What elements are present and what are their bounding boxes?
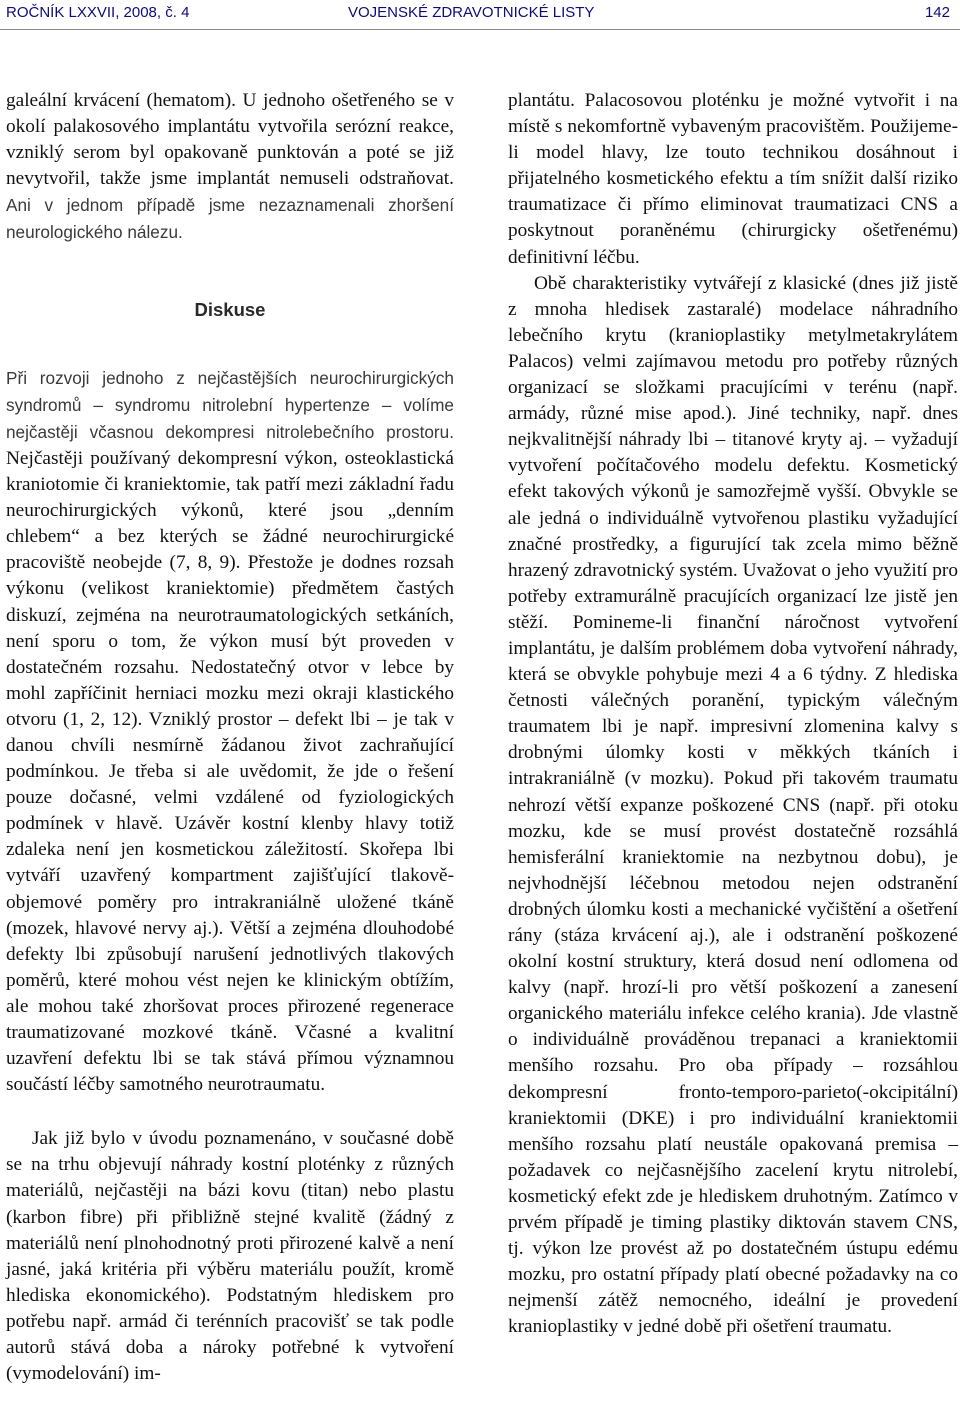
text-discussion: Nejčastěji používaný dekompresní výkon, osteoklastická kraniotomie či kraniektomie, tak patří mezi základní řadu neurochirurgických výkonů, které jsou „denním chlebem“ a bez kterých se žádné neurochirurgické pracoviště neobejde (7, 8, 9). Přestože je dodnes rozsah výkonu (velikost kraniektomie) předmětem častých diskuzí, zejména na neurotraumatologických setkáních, není sporu o tom, že výkon musí být proveden v dostatečném rozsahu. Nedostatečný otvor v lebce by mohl zapříčinit herniaci mozku mezi okraji klastického otvoru (1, 2, 12). Vzniklý prostor – defekt lbi – je tak v danou chvíli nesmírně žádanou život zachraňující podmínkou. Je třeba si ale uvědomit, že jde o řešení pouze dočasné, velmi vzdálené od fyziologických podmínek v hlavě. Uzávěr kostní klenby hlavy totiž zdaleka není jen kosmetickou záležitostí. Skořepa lbi vytváří uzavřený kompartment zajišťující tlakově-objemové poměry pro intrakraniálně uložené tkáně (mozek, hlavové nervy aj.). Větší a zejména dlouhodobé defekty lbi způsobují narušení jednotlivých tlakových poměrů, které mohou vést nejen ke klinickým obtížím, ale mohou také zhoršovat proces přirozené regenerace traumatizované mozkové tkáně. Včasné a kvalitní uzavření defektu lbi se tak stává přímou významnou součástí léčby samotného neurotraumatu. bbox=[6, 447, 454, 1096]
paragraph-right-1: plantátu. Palacosovou ploténku je možné vytvořit i na místě s nekomfortně vybaveným pracovištěm. Použijeme-li model hlavy, lze touto technikou dosáhnout i přijatelného kosmetického efektu a tím snížit další riziko traumatizace či přímo eliminovat traumatizaci CNS a poskytnout poraněnému (chirurgicky ošetřenému) definitivní léčbu. bbox=[508, 90, 958, 268]
paragraph-results-end bbox=[6, 88, 454, 247]
journal-title: VOJENSKÉ ZDRAVOTNICKÉ LISTY bbox=[348, 4, 595, 21]
journal-volume: ROČNÍK LXXVII, 2008, č. 4 bbox=[6, 4, 190, 21]
left-column bbox=[6, 88, 454, 1387]
page-number: 142 bbox=[924, 4, 950, 21]
running-header bbox=[0, 0, 960, 30]
paragraph-discussion-2: Jak již bylo v úvodu poznamenáno, v současné době se na trhu objevují náhrady kostní ploténky z různých materiálů, nejčastěji na bázi kovu (titan) nebo plastu (karbon fibre) při přibližně stejné kvalitě (žádný z materiálů není plnohodnotný proti přirozené kalvě a není jasné, jaká kritéria při výběru materiálu použít, kromě hlediska ekonomického). Podstatným hlediskem pro potřebu např. armád či terénních pracovišť se tak podle autorů stává doba a nároky potřebné k vytvoření (vymodelování) im- bbox=[6, 1128, 454, 1385]
header-divider bbox=[0, 29, 960, 30]
text-discussion-sans: Při rozvoji jednoho z nejčastějších neurochirurgických syndromů – syndromu nitrolební hypertenze – volíme nejčastěji včasnou dekompresi nitrolebečního prostoru. bbox=[6, 367, 454, 442]
paragraph-gap bbox=[6, 1098, 454, 1126]
text-results-sans: Ani v jednom případě jsme nezaznamenali zhoršení neurologického nálezu. bbox=[6, 195, 454, 243]
paragraph-right-2: Obě charakteristiky vytvářejí z klasické (dnes již jistě z mnoha hledisek zastaralé) modelace náhradního lebečního krytu (kranioplastiky metylmetakrylátem Palacos) velmi zajímavou metodu pro potřeby různých organizací se složkami pracujícími v terénu (např. armády, různé mise apod.). Jiné techniky, např. dnes nejkvalitnější náhrady lbi – titanové kryty aj. – vyžadují vytvoření počítačového modelu defektu. Kosmetický efekt takových výkonů je samozřejmě vyšší. Obvykle se ale jedná o individuálně vytvořenou plastiku vyžadující značné prostředky, a figurující tak zcela mimo běžně hrazený zdravotnický systém. Uvažovat o jeho využití pro potřeby extramurálně pracujících organizací lze jistě jen stěží. Pomineme-li finanční náročnost vytvoření implantátu, je dalším problémem doba vytvoření náhrady, která se obvykle pohybuje mezi 4 a 6 týdny. Z hlediska četnosti válečných poranění, typickým válečným traumatem lbi je např. impresivní zlomenina kalvy s drobnými úlomky kosti v měkkých tkáních i intrakraniálně (v mozku). Pokud při takovém traumatu nehrozí větší expanze poškozené CNS (např. při otoku mozku, kde se musí provést dostatečně rozsáhlá hemisferální kraniektomie na nezbytnou dobu), je nejvhodnější léčebnou metodou nejen odstranění drobných úlomku kosti a mechanické vyčištění a ošetření rány (stáza krvácení aj.), ale i odstranění poškozené okolní kostní struktury, která dosud není odlomena od kalvy (např. hrozí-li pro větší poškození a zanesení organického materiálu infekce celého krania). Jde vlastně o individuálně prováděnou trepanaci a kraniektomii menšího rozsahu. Pro oba případy – rozsáhlou dekompresní fronto-temporo-parieto(-okcipitální) kraniektomii (DKE) i pro individuální kraniektomii menšího rozsahu platí neustále opakovaná premisa – požadavek co nejčasnějšího zacelení krytu nitrolebí, kosmetický efekt zde je hlediskem druhotným. Zatímco v prvém případě je timing plastiky diktován stavem CNS, tj. výkon lze provést až po dostatečném ústupu edému mozku, pro ostatní případy platí obecné požadavky na co nejmenší zátěž nemocného, ideální je provedení kranioplastiky v jedné době při ošetření traumatu. bbox=[508, 272, 958, 1338]
text-results: galeální krvácení (hematom). U jednoho ošetřeného se v okolí palakosového implantátu vytvořila serózní reakce, vzniklý serom byl opakovaně punktován a poté se již nevytvořil, takže jsme implantát nemuseli odstraňovat. bbox=[6, 90, 454, 190]
right-column bbox=[508, 88, 958, 1341]
paragraph-discussion-1 bbox=[6, 365, 454, 1099]
section-heading-diskuse: Diskuse bbox=[194, 298, 266, 320]
